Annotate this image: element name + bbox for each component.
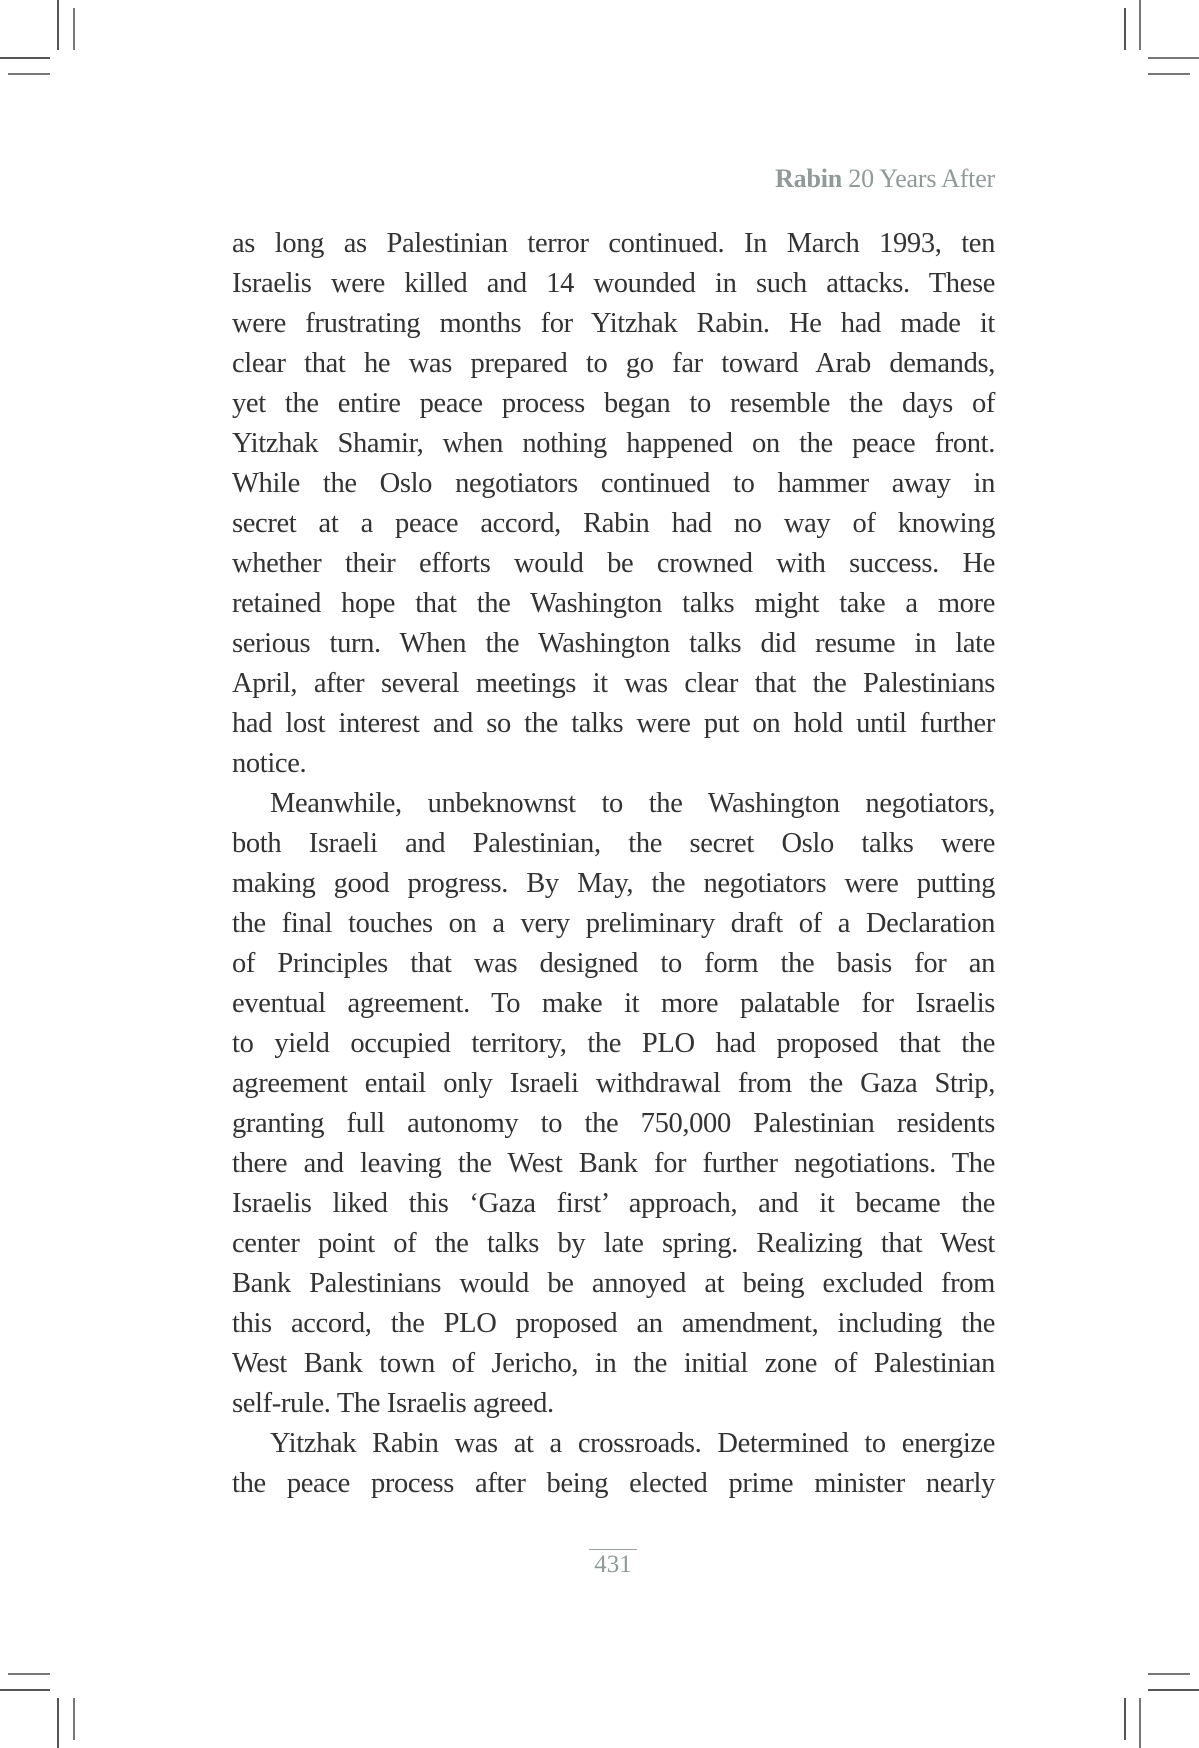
text-line: retained hope that the Washington talks might take a more <box>232 588 995 619</box>
text-line: yet the entire peace process began to resemble the days of <box>232 388 995 419</box>
running-head <box>775 164 995 194</box>
crop-mark <box>1124 1698 1126 1740</box>
text-line: of Principles that was designed to form the basis for an <box>232 948 995 979</box>
text-line: Bank Palestinians would be annoyed at being excluded from <box>232 1268 995 1299</box>
text-line: secret at a peace accord, Rabin had no way of knowing <box>232 508 995 539</box>
crop-mark <box>1148 1673 1190 1675</box>
paragraph <box>232 1424 995 1504</box>
text-line: agreement entail only Israeli withdrawal from the Gaza Strip, <box>232 1068 995 1099</box>
text-line: the final touches on a very preliminary draft of a Declaration <box>232 908 995 939</box>
text-line: Israelis liked this ‘Gaza first’ approach, and it became the <box>232 1188 995 1219</box>
page-number: 431 <box>589 1549 637 1580</box>
crop-mark <box>8 1673 50 1675</box>
paragraph <box>232 224 995 784</box>
text-line: to yield occupied territory, the PLO had proposed that the <box>232 1028 995 1059</box>
running-head-title: 20 Years After <box>842 164 995 193</box>
text-line: While the Oslo negotiators continued to hammer away in <box>232 468 995 499</box>
paragraph <box>232 784 995 1424</box>
crop-mark <box>1148 1689 1199 1691</box>
text-line: were frustrating months for Yitzhak Rabin. He had made it <box>232 308 995 339</box>
text-line: whether their efforts would be crowned with success. He <box>232 548 995 579</box>
text-line: center point of the talks by late spring. Realizing that West <box>232 1228 995 1259</box>
text-line: both Israeli and Palestinian, the secret Oslo talks were <box>232 828 995 859</box>
text-line: Yitzhak Shamir, when nothing happened on the peace front. <box>232 428 995 459</box>
crop-mark <box>73 8 75 50</box>
crop-mark <box>73 1698 75 1740</box>
body-text <box>232 224 995 1504</box>
text-line: April, after several meetings it was clear that the Palestinians <box>232 668 995 699</box>
text-line: eventual agreement. To make it more palatable for Israelis <box>232 988 995 1019</box>
crop-mark <box>1148 73 1190 75</box>
text-line: had lost interest and so the talks were put on hold until further <box>232 708 995 739</box>
text-line: the peace process after being elected prime minister nearly <box>232 1468 995 1499</box>
text-line: this accord, the PLO proposed an amendment, including the <box>232 1308 995 1339</box>
text-line: serious turn. When the Washington talks did resume in late <box>232 628 995 659</box>
text-line: as long as Palestinian terror continued. In March 1993, ten <box>232 228 995 259</box>
text-line: Meanwhile, unbeknownst to the Washington negotiators, <box>270 788 995 819</box>
text-line: there and leaving the West Bank for further negotiations. The <box>232 1148 995 1179</box>
crop-mark <box>57 1698 59 1748</box>
crop-mark <box>57 0 59 50</box>
text-line: clear that he was prepared to go far toward Arab demands, <box>232 348 995 379</box>
text-line: Yitzhak Rabin was at a crossroads. Determined to energize <box>270 1428 995 1459</box>
running-head-bold: Rabin <box>775 164 842 193</box>
crop-mark <box>0 57 50 59</box>
crop-mark <box>1148 57 1199 59</box>
text-line: West Bank town of Jericho, in the initial zone of Palestinian <box>232 1348 995 1379</box>
text-line: Israelis were killed and 14 wounded in such attacks. These <box>232 268 995 299</box>
text-line: granting full autonomy to the 750,000 Palestinian residents <box>232 1108 995 1139</box>
text-line: making good progress. By May, the negotiators were putting <box>232 868 995 899</box>
crop-mark <box>1139 1698 1141 1748</box>
crop-mark <box>8 73 50 75</box>
crop-mark <box>1124 8 1126 50</box>
text-line: self-rule. The Israelis agreed. <box>232 1388 554 1419</box>
text-line: notice. <box>232 748 307 779</box>
crop-mark <box>1139 0 1141 50</box>
crop-mark <box>0 1689 50 1691</box>
